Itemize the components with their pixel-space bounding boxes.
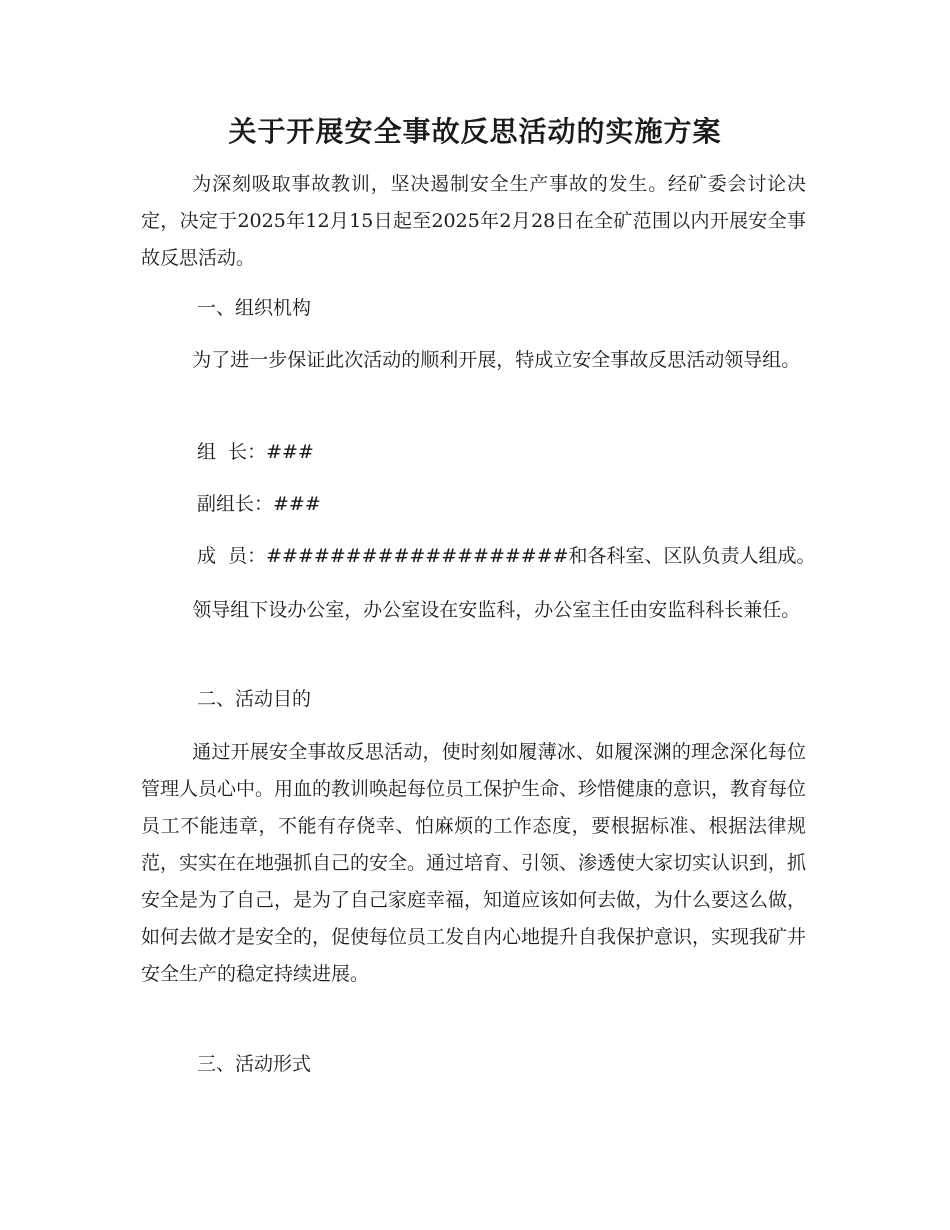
section-heading-form: 三、活动形式	[197, 1053, 312, 1075]
members-line: 成 员：###################和各科室、区队负责人组成。	[197, 545, 816, 567]
section-heading-purpose: 二、活动目的	[197, 688, 312, 710]
deputy-leader-line: 副组长：###	[197, 493, 321, 515]
office-paragraph: 领导组下设办公室，办公室设在安监科，办公室主任由安监科科长兼任。	[192, 599, 801, 621]
organization-paragraph: 为了进一步保证此次活动的顺利开展，特成立安全事故反思活动领导组。	[192, 349, 801, 371]
intro-paragraph: 为深刻吸取事故教训，坚决遏制安全生产事故的发生。经矿委会讨论决定，决定于2025年12月15日起至2025年2月28日在全矿范围以内开展安全事故反思活动。	[141, 173, 806, 269]
section-heading-organization: 一、组织机构	[197, 297, 312, 319]
document-title: 关于开展安全事故反思活动的实施方案	[228, 115, 722, 148]
leader-line: 组 长：###	[197, 441, 314, 463]
purpose-paragraph: 通过开展安全事故反思活动，使时刻如履薄冰、如履深渊的理念深化每位管理人员心中。用血的教训唤起每位员工保护生命、珍惜健康的意识，教育每位员工不能违章，不能有存侥幸、怕麻烦的工作态度，要根据标准、根据法律规范，实实在在地强抓自己的安全。通过培育、引领、渗透使大家切实认识到，抓安全是为了自己，是为了自己家庭幸福，知道应该如何去做，为什么要这么做，如何去做才是安全的，促使每位员工发自内心地提升自我保护意识，实现我矿井安全生产的稳定持续进展。	[141, 741, 807, 985]
